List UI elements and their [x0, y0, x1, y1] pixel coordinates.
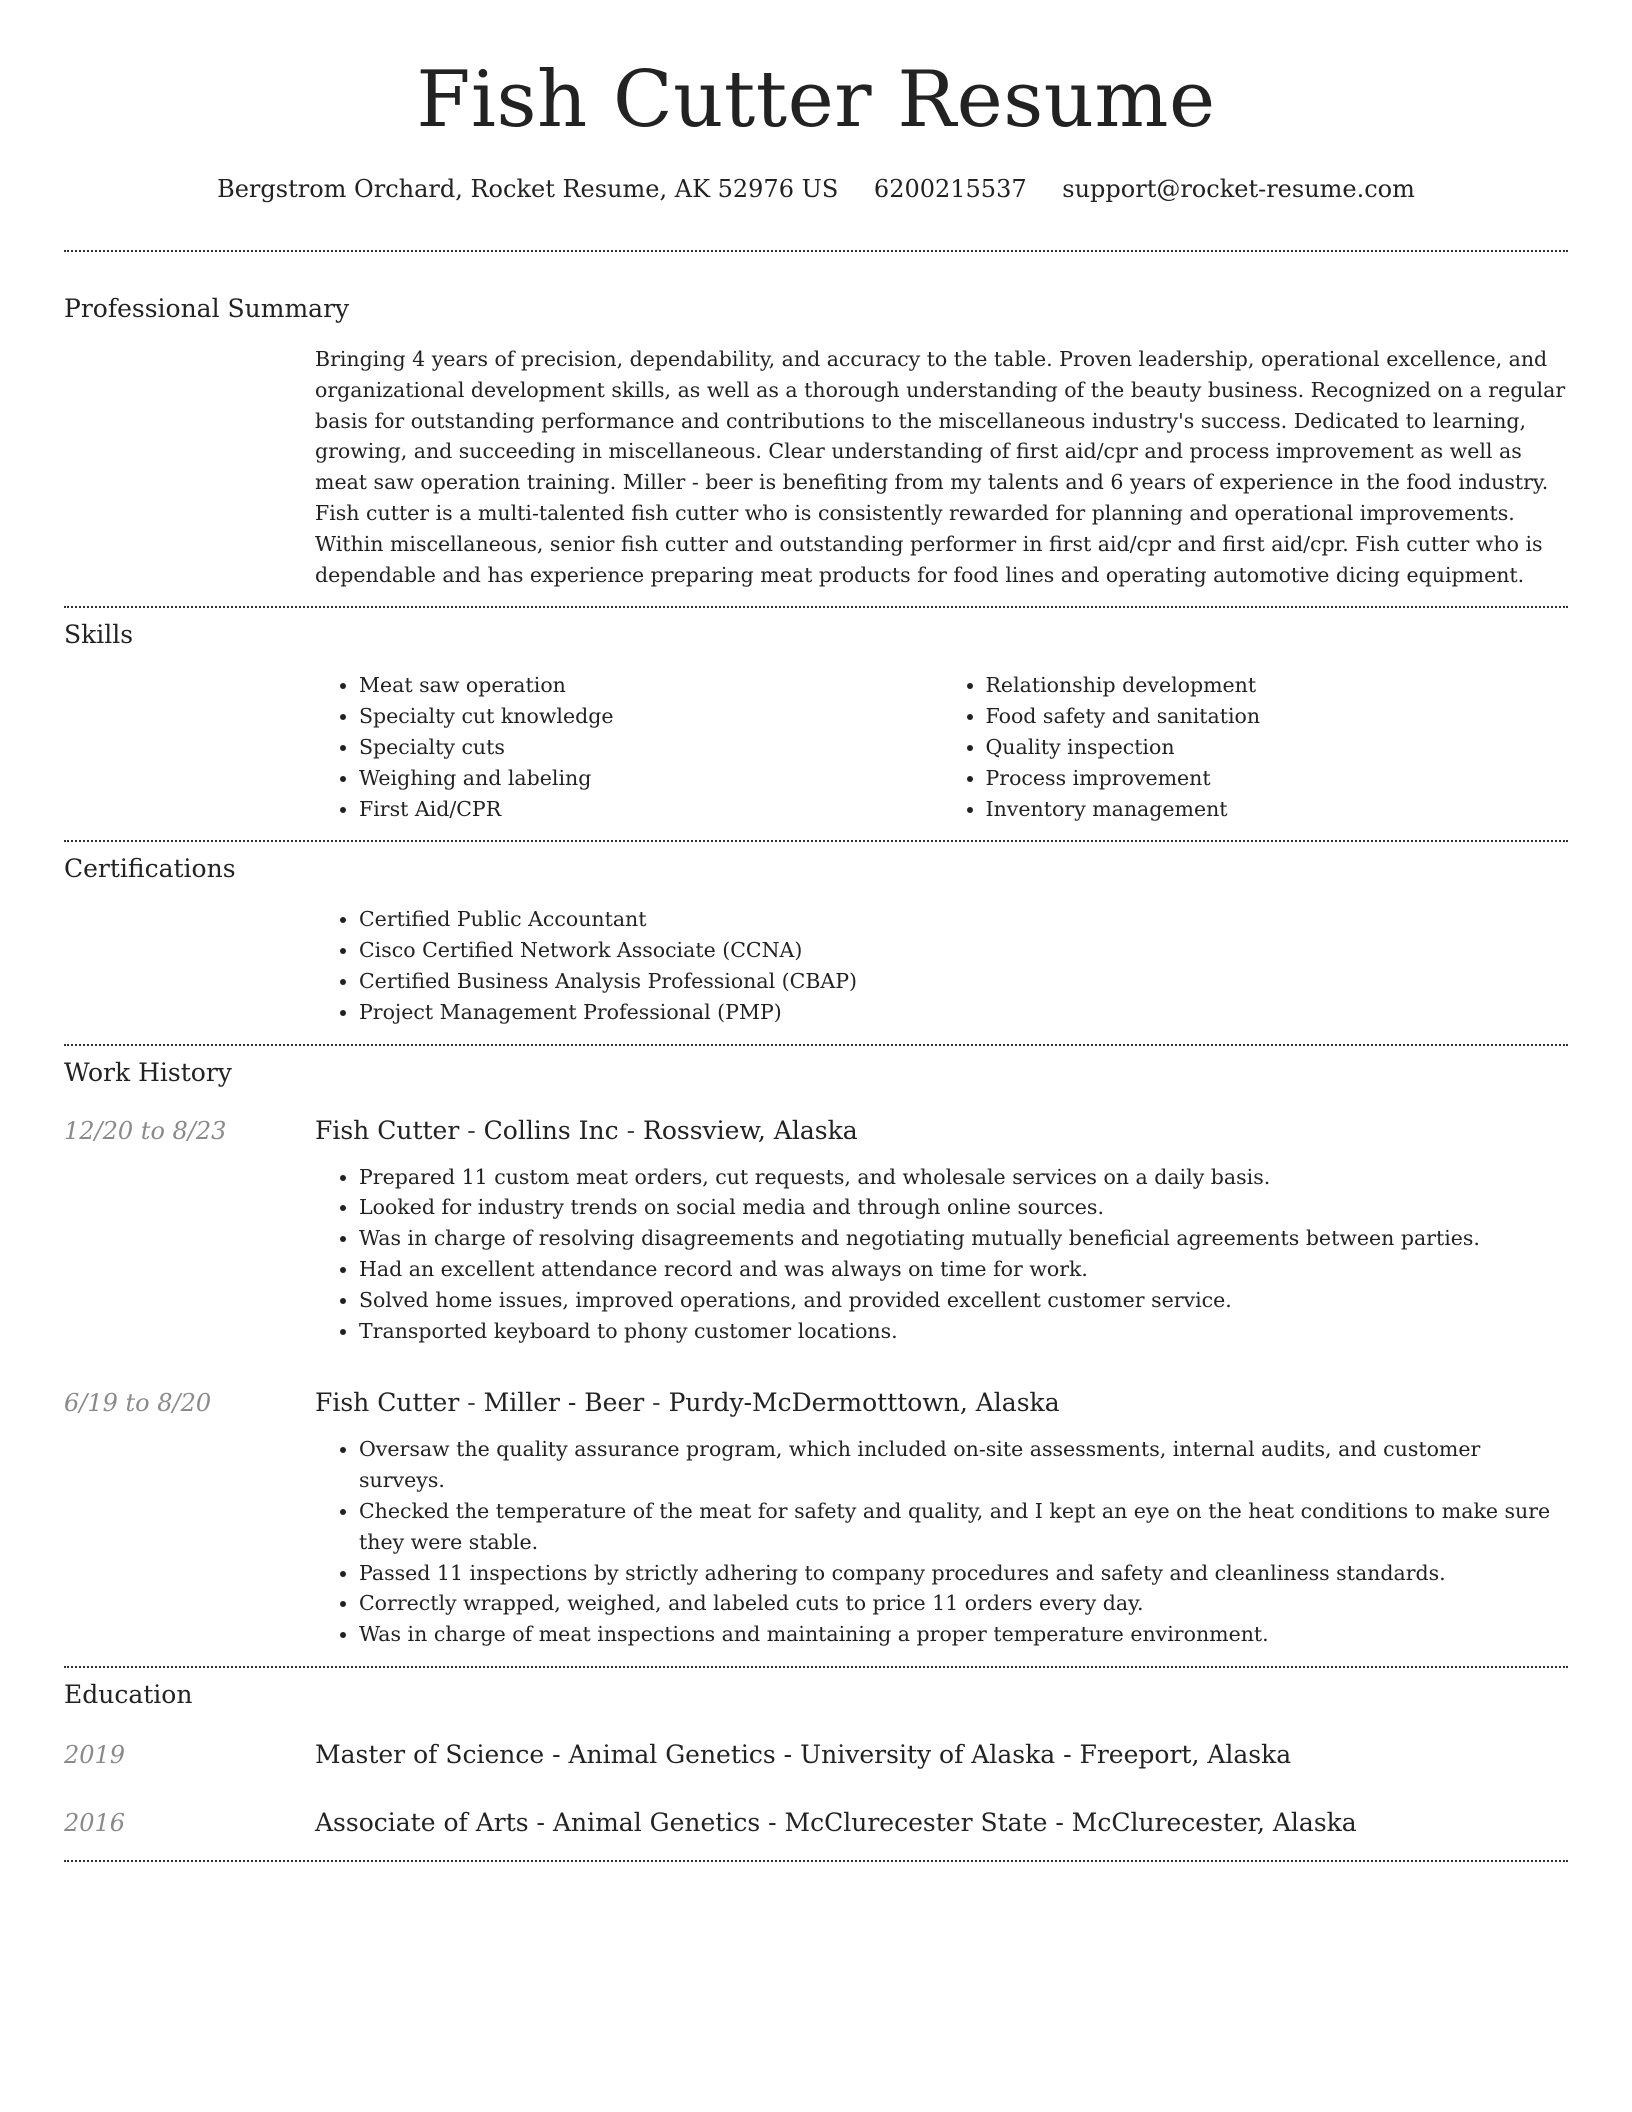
job-bullet: • Checked the temperature of the meat for safety and quality, and I kept an eye on the heat conditions to make sure they were stable. — [359, 1496, 1568, 1558]
job-entry — [64, 1114, 1568, 1347]
skills-heading: Skills — [64, 620, 134, 650]
job-bullet: • Correctly wrapped, weighed, and labeled cuts to price 11 orders every day. — [359, 1588, 1568, 1619]
skill-item: • Specialty cut knowledge — [359, 701, 942, 732]
job-bullet: • Was in charge of resolving disagreements and negotiating mutually beneficial agreements between parties. — [359, 1223, 1568, 1254]
education-field: Animal Genetics — [568, 1739, 776, 1769]
job-title: Fish Cutter — [315, 1115, 460, 1145]
contact-email: support@rocket-resume.com — [1062, 175, 1415, 203]
job-bullet: • Was in charge of meat inspections and maintaining a proper temperature environment. — [359, 1619, 1568, 1650]
contact-line — [64, 172, 1568, 206]
certifications-list-wrap — [315, 904, 1568, 1027]
education-year: 2016 — [64, 1808, 126, 1837]
summary-text: Bringing 4 years of precision, dependability, and accuracy to the table. Proven leadership, operational excellence, and organizational development skills, as well as a thorough understanding of the beauty business. Recognized on a regular basis for outstanding performance and contributions to the miscellaneous industry's success. Dedicated to learning, growing, and succeeding in miscellaneous. Clear understanding of first aid/cpr and process improvement as well as meat saw operation training. Miller - beer is benefiting from my talents and 6 years of experience in the food industry. Fish cutter is a multi-talented fish cutter who is consistently rewarded for planning and operational improvements. Within miscellaneous, senior fish cutter and outstanding performer in first aid/cpr and first aid/cpr. Fish cutter who is dependable and has experience preparing meat products for food lines and operating automotive dicing equipment. — [315, 347, 1566, 587]
job-title: Fish Cutter — [315, 1388, 460, 1418]
job-bullet: • Passed 11 inspections by strictly adhering to company procedures and safety and cleanliness standards. — [359, 1558, 1568, 1589]
certification-item: • Certified Public Accountant — [359, 904, 1568, 935]
education-degree: Associate of Arts — [315, 1807, 529, 1837]
job-company: Collins Inc — [483, 1115, 619, 1145]
education-field: Animal Genetics — [552, 1807, 761, 1837]
skill-item: • Food safety and sanitation — [986, 701, 1569, 732]
page-title: Fish Cutter Resume — [416, 55, 1216, 145]
education-section — [64, 1668, 1568, 1840]
job-date: 6/19 to 8/20 — [64, 1389, 212, 1418]
skills-list-left — [315, 670, 942, 824]
job-bullet: • Oversaw the quality assurance program, which included on-site assessments, internal audits, and customer surveys. — [359, 1434, 1568, 1496]
education-school: McClurecester State — [784, 1807, 1048, 1837]
skill-item: • Weighing and labeling — [359, 763, 942, 794]
contact-phone: 6200215537 — [873, 175, 1027, 203]
summary-heading: Professional Summary — [64, 294, 350, 323]
education-location: McClurecester, Alaska — [1071, 1807, 1357, 1837]
certification-item: • Cisco Certified Network Associate (CCNA) — [359, 935, 1568, 966]
education-title-line: Master of Science - Animal Genetics - University of Alaska - Freeport, Alaska — [315, 1739, 1292, 1769]
certification-item: • Project Management Professional (PMP) — [359, 997, 1568, 1028]
education-entry — [64, 1806, 1568, 1840]
education-title-line: Associate of Arts - Animal Genetics - McClurecester State - McClurecester, Alaska — [315, 1807, 1357, 1837]
contact-address: Bergstrom Orchard, Rocket Resume, AK 52976 US — [217, 175, 839, 203]
divider — [64, 1860, 1568, 1862]
skill-item: • First Aid/CPR — [359, 794, 942, 825]
education-entry — [64, 1738, 1568, 1772]
work-section — [64, 1046, 1568, 1650]
skills-section — [64, 608, 1568, 824]
education-degree: Master of Science — [315, 1739, 545, 1769]
skill-item: • Relationship development — [986, 670, 1569, 701]
job-title-line: Fish Cutter - Collins Inc - Rossview, Alaska — [315, 1115, 858, 1145]
job-bullets — [315, 1162, 1568, 1347]
job-location: Purdy-McDermotttown, Alaska — [668, 1388, 1060, 1418]
education-year: 2019 — [64, 1740, 126, 1769]
skill-item: • Specialty cuts — [359, 732, 942, 763]
skill-item: • Meat saw operation — [359, 670, 942, 701]
skill-item: • Inventory management — [986, 794, 1569, 825]
education-location: Freeport, Alaska — [1079, 1739, 1292, 1769]
job-company: Miller - Beer — [483, 1388, 645, 1418]
job-bullet: • Had an excellent attendance record and was always on time for work. — [359, 1254, 1568, 1285]
job-title-line: Fish Cutter - Miller - Beer - Purdy-McDermotttown, Alaska — [315, 1388, 1060, 1418]
job-bullets-wrap — [315, 1434, 1568, 1650]
skills-list-right — [942, 670, 1569, 824]
job-bullet: • Prepared 11 custom meat orders, cut requests, and wholesale services on a daily basis. — [359, 1162, 1568, 1193]
certifications-section — [64, 842, 1568, 1027]
skill-item: • Quality inspection — [986, 732, 1569, 763]
job-header — [64, 1114, 1568, 1148]
job-bullet: • Looked for industry trends on social media and through online sources. — [359, 1192, 1568, 1223]
education-heading: Education — [64, 1679, 193, 1709]
job-bullets-wrap — [315, 1162, 1568, 1347]
certifications-list — [315, 904, 1568, 1027]
job-bullet: • Transported keyboard to phony customer locations. — [359, 1316, 1568, 1347]
skill-item: • Process improvement — [986, 763, 1569, 794]
skills-grid — [315, 670, 1568, 824]
job-date: 12/20 to 8/23 — [64, 1116, 227, 1145]
work-heading: Work History — [64, 1057, 232, 1087]
job-header — [64, 1386, 1568, 1420]
education-school: University of Alaska — [800, 1739, 1056, 1769]
summary-section — [64, 252, 1568, 590]
job-bullets — [315, 1434, 1568, 1650]
job-entry — [64, 1386, 1568, 1650]
job-location: Rossview, Alaska — [643, 1115, 858, 1145]
certifications-heading: Certifications — [64, 854, 236, 884]
job-bullet: • Solved home issues, improved operations, and provided excellent customer service. — [359, 1285, 1568, 1316]
certification-item: • Certified Business Analysis Professional (CBAP) — [359, 966, 1568, 997]
